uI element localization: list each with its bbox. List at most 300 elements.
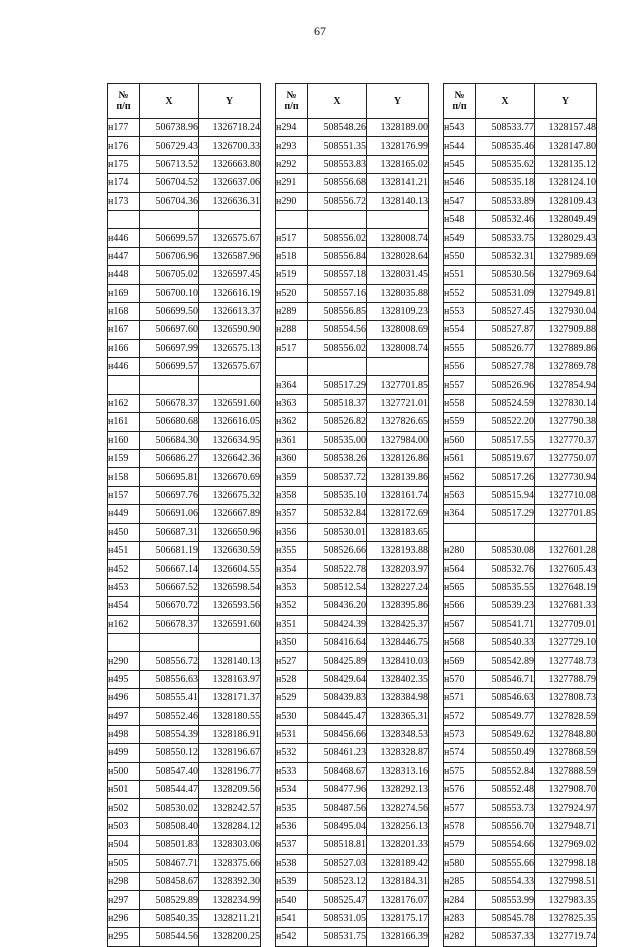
point-number-cell: н571 xyxy=(444,689,476,707)
x-coordinate-cell: 508425.89 xyxy=(308,652,367,670)
table-row xyxy=(276,836,429,854)
header-number: № п/п xyxy=(444,84,476,119)
table-row xyxy=(444,413,597,431)
table-row xyxy=(444,633,597,651)
y-coordinate-cell: 1327825.35 xyxy=(535,909,597,927)
table-row xyxy=(276,413,429,431)
x-coordinate-cell: 508537.72 xyxy=(308,468,367,486)
y-coordinate-cell: 1328176.07 xyxy=(367,891,429,909)
y-coordinate-cell: 1327983.35 xyxy=(535,891,597,909)
x-coordinate-cell: 508555.66 xyxy=(476,854,535,872)
point-number-cell: н451 xyxy=(108,541,140,559)
point-number-cell: н157 xyxy=(108,486,140,504)
y-coordinate-cell: 1328292.13 xyxy=(367,781,429,799)
y-coordinate-cell: 1328171.37 xyxy=(199,689,261,707)
table-row xyxy=(108,762,261,780)
y-coordinate-cell: 1327854.94 xyxy=(535,376,597,394)
y-coordinate-cell: 1327924.97 xyxy=(535,799,597,817)
y-coordinate-cell: 1327830.14 xyxy=(535,394,597,412)
table-row xyxy=(276,468,429,486)
y-coordinate-cell: 1327710.08 xyxy=(535,486,597,504)
x-coordinate-cell: 508532.84 xyxy=(308,505,367,523)
point-number-cell: н285 xyxy=(444,873,476,891)
y-coordinate-cell: 1328392.30 xyxy=(199,873,261,891)
x-coordinate-cell: 506705.02 xyxy=(140,266,199,284)
y-coordinate-cell: 1328163.97 xyxy=(199,670,261,688)
header-y: Y xyxy=(535,84,597,119)
table-row xyxy=(276,854,429,872)
table-row xyxy=(444,762,597,780)
table-row xyxy=(108,339,261,357)
point-number-cell: н566 xyxy=(444,597,476,615)
x-coordinate-cell: 508526.82 xyxy=(308,413,367,431)
point-number-cell: н351 xyxy=(276,615,308,633)
table-row xyxy=(108,836,261,854)
x-coordinate-cell: 508557.16 xyxy=(308,284,367,302)
x-coordinate-cell: 508458.67 xyxy=(140,873,199,891)
point-number-cell: н298 xyxy=(108,873,140,891)
header-y: Y xyxy=(199,84,261,119)
y-coordinate-cell: 1328196.67 xyxy=(199,744,261,762)
point-number-cell: н173 xyxy=(108,192,140,210)
table-row xyxy=(444,119,597,137)
x-coordinate-cell: 506667.52 xyxy=(140,578,199,596)
table-row-empty xyxy=(108,376,261,394)
y-coordinate-cell: 1326636.31 xyxy=(199,192,261,210)
table-row xyxy=(108,413,261,431)
point-number-cell: н533 xyxy=(276,762,308,780)
y-coordinate-cell: 1328365.31 xyxy=(367,707,429,725)
y-coordinate-cell: 1327750.07 xyxy=(535,450,597,468)
point-number-cell: н359 xyxy=(276,468,308,486)
table-row xyxy=(444,174,597,192)
y-coordinate-cell: 1326637.06 xyxy=(199,174,261,192)
y-coordinate-cell xyxy=(367,210,429,228)
table-row xyxy=(444,909,597,927)
y-coordinate-cell: 1327729.10 xyxy=(535,633,597,651)
point-number-cell: н363 xyxy=(276,394,308,412)
x-coordinate-cell: 508526.96 xyxy=(476,376,535,394)
point-number-cell: н352 xyxy=(276,597,308,615)
table-row xyxy=(108,909,261,927)
table-row xyxy=(108,707,261,725)
point-number-cell: н176 xyxy=(108,137,140,155)
point-number-cell: н547 xyxy=(444,192,476,210)
point-number-cell: н534 xyxy=(276,781,308,799)
x-coordinate-cell: 508532.46 xyxy=(476,210,535,228)
y-coordinate-cell: 1328274.56 xyxy=(367,799,429,817)
table-row xyxy=(444,376,597,394)
x-coordinate-cell: 506704.52 xyxy=(140,174,199,192)
x-coordinate-cell: 508533.77 xyxy=(476,119,535,137)
table-row xyxy=(444,854,597,872)
y-coordinate-cell: 1326597.45 xyxy=(199,266,261,284)
x-coordinate-cell: 508549.62 xyxy=(476,725,535,743)
table-row xyxy=(444,615,597,633)
x-coordinate-cell: 508556.72 xyxy=(140,652,199,670)
y-coordinate-cell: 1328313.16 xyxy=(367,762,429,780)
table-row xyxy=(108,652,261,670)
y-coordinate-cell: 1327828.59 xyxy=(535,707,597,725)
point-number-cell: н572 xyxy=(444,707,476,725)
x-coordinate-cell: 508540.33 xyxy=(476,633,535,651)
point-number-cell: н528 xyxy=(276,670,308,688)
point-number-cell: н364 xyxy=(276,376,308,394)
table-row xyxy=(276,597,429,615)
x-coordinate-cell: 508522.20 xyxy=(476,413,535,431)
x-coordinate-cell: 508556.84 xyxy=(308,247,367,265)
point-number-cell: н538 xyxy=(276,854,308,872)
point-number-cell: н290 xyxy=(276,192,308,210)
table-row xyxy=(276,541,429,559)
y-coordinate-cell: 1327908.70 xyxy=(535,781,597,799)
table-row-empty xyxy=(444,523,597,541)
x-coordinate-cell: 508555.41 xyxy=(140,689,199,707)
table-row xyxy=(444,486,597,504)
x-coordinate-cell: 508535.18 xyxy=(476,174,535,192)
point-number-cell: н542 xyxy=(276,928,308,946)
point-number-cell: н578 xyxy=(444,817,476,835)
point-number-cell: н537 xyxy=(276,836,308,854)
x-coordinate-cell: 508429.64 xyxy=(308,670,367,688)
y-coordinate-cell: 1326667.89 xyxy=(199,505,261,523)
y-coordinate-cell: 1328176.99 xyxy=(367,137,429,155)
y-coordinate-cell: 1328200.25 xyxy=(199,928,261,946)
x-coordinate-cell: 508527.03 xyxy=(308,854,367,872)
x-coordinate-cell: 508539.23 xyxy=(476,597,535,615)
x-coordinate-cell: 506704.36 xyxy=(140,192,199,210)
point-number-cell: н294 xyxy=(276,119,308,137)
point-number-cell: н168 xyxy=(108,302,140,320)
x-coordinate-cell: 508553.83 xyxy=(308,155,367,173)
y-coordinate-cell: 1326598.54 xyxy=(199,578,261,596)
x-coordinate-cell: 508530.08 xyxy=(476,541,535,559)
table-row xyxy=(276,928,429,946)
table-row xyxy=(444,450,597,468)
x-coordinate-cell: 508549.77 xyxy=(476,707,535,725)
y-coordinate-cell: 1327889.86 xyxy=(535,339,597,357)
table-row xyxy=(108,799,261,817)
x-coordinate-cell xyxy=(140,633,199,651)
table-row xyxy=(276,155,429,173)
y-coordinate-cell: 1328109.43 xyxy=(535,192,597,210)
x-coordinate-cell: 508556.70 xyxy=(476,817,535,835)
y-coordinate-cell: 1328184.31 xyxy=(367,873,429,891)
point-number-cell xyxy=(108,376,140,394)
y-coordinate-cell: 1327770.37 xyxy=(535,431,597,449)
x-coordinate-cell: 508519.67 xyxy=(476,450,535,468)
x-coordinate-cell: 508533.89 xyxy=(476,192,535,210)
point-number-cell: н555 xyxy=(444,339,476,357)
point-number-cell: н573 xyxy=(444,725,476,743)
point-number-cell: н446 xyxy=(108,358,140,376)
x-coordinate-cell: 508445.47 xyxy=(308,707,367,725)
y-coordinate-cell: 1328029.43 xyxy=(535,229,597,247)
y-coordinate-cell: 1326575.67 xyxy=(199,229,261,247)
point-number-cell: н559 xyxy=(444,413,476,431)
header-x: X xyxy=(476,84,535,119)
table-row xyxy=(444,799,597,817)
table-row xyxy=(444,321,597,339)
x-coordinate-cell: 506697.60 xyxy=(140,321,199,339)
y-coordinate-cell: 1328193.88 xyxy=(367,541,429,559)
point-number-cell: н162 xyxy=(108,394,140,412)
table-row xyxy=(108,137,261,155)
table-row xyxy=(444,505,597,523)
x-coordinate-cell: 506699.57 xyxy=(140,229,199,247)
x-coordinate-cell: 508424.39 xyxy=(308,615,367,633)
table-row xyxy=(108,358,261,376)
x-coordinate-cell xyxy=(140,376,199,394)
x-coordinate-cell: 508556.02 xyxy=(308,339,367,357)
y-coordinate-cell: 1327888.59 xyxy=(535,762,597,780)
x-coordinate-cell: 508557.18 xyxy=(308,266,367,284)
table-row xyxy=(444,725,597,743)
point-number-cell: н498 xyxy=(108,725,140,743)
table-row xyxy=(444,468,597,486)
point-number-cell: н167 xyxy=(108,321,140,339)
table-row xyxy=(276,578,429,596)
table-row xyxy=(444,137,597,155)
point-number-cell: н546 xyxy=(444,174,476,192)
x-coordinate-cell: 508552.46 xyxy=(140,707,199,725)
header-number: № п/п xyxy=(276,84,308,119)
x-coordinate-cell: 506670.72 xyxy=(140,597,199,615)
y-coordinate-cell: 1327984.00 xyxy=(367,431,429,449)
x-coordinate-cell: 508541.71 xyxy=(476,615,535,633)
y-coordinate-cell: 1328203.97 xyxy=(367,560,429,578)
table-row xyxy=(276,873,429,891)
x-coordinate-cell: 508518.37 xyxy=(308,394,367,412)
x-coordinate-cell: 508517.55 xyxy=(476,431,535,449)
table-row xyxy=(444,155,597,173)
x-coordinate-cell: 508531.09 xyxy=(476,284,535,302)
point-number-cell: н517 xyxy=(276,229,308,247)
table-row-empty xyxy=(108,633,261,651)
table-row xyxy=(108,725,261,743)
point-number-cell: н569 xyxy=(444,652,476,670)
y-coordinate-cell xyxy=(535,523,597,541)
x-coordinate-cell: 506699.50 xyxy=(140,302,199,320)
table-row xyxy=(108,670,261,688)
y-coordinate-cell: 1328234.99 xyxy=(199,891,261,909)
table-row xyxy=(108,284,261,302)
y-coordinate-cell: 1326575.13 xyxy=(199,339,261,357)
table-row-empty xyxy=(276,210,429,228)
y-coordinate-cell: 1328384.98 xyxy=(367,689,429,707)
point-number-cell: н567 xyxy=(444,615,476,633)
y-coordinate-cell: 1328402.35 xyxy=(367,670,429,688)
x-coordinate-cell: 508553.99 xyxy=(476,891,535,909)
y-coordinate-cell: 1326634.95 xyxy=(199,431,261,449)
table-row xyxy=(108,394,261,412)
y-coordinate-cell: 1328348.53 xyxy=(367,725,429,743)
y-coordinate-cell: 1328328.87 xyxy=(367,744,429,762)
table-row xyxy=(276,450,429,468)
table-row xyxy=(276,394,429,412)
point-number-cell: н280 xyxy=(444,541,476,559)
table-row xyxy=(276,781,429,799)
point-number-cell: н356 xyxy=(276,523,308,541)
x-coordinate-cell: 508527.87 xyxy=(476,321,535,339)
x-coordinate-cell: 508540.35 xyxy=(140,909,199,927)
table-row xyxy=(276,909,429,927)
point-number-cell: н161 xyxy=(108,413,140,431)
x-coordinate-cell: 508544.47 xyxy=(140,781,199,799)
y-coordinate-cell xyxy=(199,633,261,651)
table-row xyxy=(108,468,261,486)
y-coordinate-cell: 1328109.23 xyxy=(367,302,429,320)
y-coordinate-cell: 1328135.12 xyxy=(535,155,597,173)
y-coordinate-cell: 1327949.81 xyxy=(535,284,597,302)
x-coordinate-cell: 506691.06 xyxy=(140,505,199,523)
point-number-cell: н551 xyxy=(444,266,476,284)
x-coordinate-cell: 508551.35 xyxy=(308,137,367,155)
x-coordinate-cell: 508524.59 xyxy=(476,394,535,412)
point-number-cell xyxy=(276,358,308,376)
y-coordinate-cell: 1327948.71 xyxy=(535,817,597,835)
y-coordinate-cell: 1326590.90 xyxy=(199,321,261,339)
point-number-cell: н290 xyxy=(108,652,140,670)
x-coordinate-cell: 508523.12 xyxy=(308,873,367,891)
x-coordinate-cell: 508552.48 xyxy=(476,781,535,799)
y-coordinate-cell: 1328284.12 xyxy=(199,817,261,835)
point-number-cell: н174 xyxy=(108,174,140,192)
y-coordinate-cell: 1328209.56 xyxy=(199,781,261,799)
table-row xyxy=(276,523,429,541)
point-number-cell: н283 xyxy=(444,909,476,927)
x-coordinate-cell: 508508.40 xyxy=(140,817,199,835)
x-coordinate-cell: 506681.19 xyxy=(140,541,199,559)
x-coordinate-cell: 506738.96 xyxy=(140,119,199,137)
y-coordinate-cell: 1326670.69 xyxy=(199,468,261,486)
point-number-cell: н357 xyxy=(276,505,308,523)
table-row xyxy=(108,873,261,891)
y-coordinate-cell: 1328124.10 xyxy=(535,174,597,192)
header-x: X xyxy=(140,84,199,119)
y-coordinate-cell: 1326613.37 xyxy=(199,302,261,320)
point-number-cell: н350 xyxy=(276,633,308,651)
y-coordinate-cell: 1328140.13 xyxy=(199,652,261,670)
x-coordinate-cell: 508542.89 xyxy=(476,652,535,670)
table-row xyxy=(444,266,597,284)
table-row xyxy=(276,137,429,155)
y-coordinate-cell: 1328189.00 xyxy=(367,119,429,137)
table-row xyxy=(276,284,429,302)
y-coordinate-cell: 1327719.74 xyxy=(535,928,597,946)
x-coordinate-cell: 508535.00 xyxy=(308,431,367,449)
y-coordinate-cell: 1328186.91 xyxy=(199,725,261,743)
table-row xyxy=(108,192,261,210)
y-coordinate-cell: 1328147.80 xyxy=(535,137,597,155)
x-coordinate-cell: 508517.29 xyxy=(308,376,367,394)
x-coordinate-cell: 508531.05 xyxy=(308,909,367,927)
table-row xyxy=(108,928,261,946)
table-row xyxy=(108,486,261,504)
point-number-cell: н576 xyxy=(444,781,476,799)
table-row xyxy=(108,689,261,707)
table-row xyxy=(444,302,597,320)
table-row xyxy=(108,891,261,909)
y-coordinate-cell: 1328201.33 xyxy=(367,836,429,854)
y-coordinate-cell: 1327730.94 xyxy=(535,468,597,486)
y-coordinate-cell: 1327969.02 xyxy=(535,836,597,854)
point-number-cell: н553 xyxy=(444,302,476,320)
y-coordinate-cell: 1328008.74 xyxy=(367,339,429,357)
point-number-cell: н575 xyxy=(444,762,476,780)
y-coordinate-cell: 1327998.51 xyxy=(535,873,597,891)
y-coordinate-cell: 1327605.43 xyxy=(535,560,597,578)
table-row xyxy=(276,891,429,909)
y-coordinate-cell: 1327989.69 xyxy=(535,247,597,265)
y-coordinate-cell: 1328165.02 xyxy=(367,155,429,173)
table-row xyxy=(444,836,597,854)
table-row xyxy=(444,358,597,376)
point-number-cell: н361 xyxy=(276,431,308,449)
y-coordinate-cell xyxy=(199,376,261,394)
y-coordinate-cell: 1328008.74 xyxy=(367,229,429,247)
y-coordinate-cell: 1328410.03 xyxy=(367,652,429,670)
point-number-cell: н166 xyxy=(108,339,140,357)
point-number-cell: н545 xyxy=(444,155,476,173)
y-coordinate-cell: 1328140.13 xyxy=(367,192,429,210)
point-number-cell: н158 xyxy=(108,468,140,486)
point-number-cell: н284 xyxy=(444,891,476,909)
x-coordinate-cell: 508553.73 xyxy=(476,799,535,817)
table-row xyxy=(444,707,597,725)
point-number-cell: н355 xyxy=(276,541,308,559)
table-row xyxy=(108,541,261,559)
table-row xyxy=(276,247,429,265)
point-number-cell: н354 xyxy=(276,560,308,578)
table-row xyxy=(444,431,597,449)
point-number-cell: н574 xyxy=(444,744,476,762)
y-coordinate-cell: 1327998.18 xyxy=(535,854,597,872)
table-row xyxy=(444,394,597,412)
x-coordinate-cell: 508546.71 xyxy=(476,670,535,688)
x-coordinate-cell: 508526.77 xyxy=(476,339,535,357)
point-number-cell: н552 xyxy=(444,284,476,302)
y-coordinate-cell: 1326616.19 xyxy=(199,284,261,302)
point-number-cell: н579 xyxy=(444,836,476,854)
table-row xyxy=(108,781,261,799)
x-coordinate-cell: 508550.49 xyxy=(476,744,535,762)
x-coordinate-cell: 508532.76 xyxy=(476,560,535,578)
y-coordinate-cell: 1328172.69 xyxy=(367,505,429,523)
header-y: Y xyxy=(367,84,429,119)
table-row xyxy=(444,541,597,559)
x-coordinate-cell: 508436.20 xyxy=(308,597,367,615)
x-coordinate-cell xyxy=(308,210,367,228)
y-coordinate-cell: 1328303.06 xyxy=(199,836,261,854)
table-row xyxy=(108,431,261,449)
y-coordinate-cell: 1327788.79 xyxy=(535,670,597,688)
x-coordinate-cell: 508532.31 xyxy=(476,247,535,265)
x-coordinate-cell: 508467.71 xyxy=(140,854,199,872)
point-number-cell: н160 xyxy=(108,431,140,449)
table-row xyxy=(276,431,429,449)
y-coordinate-cell: 1326663.80 xyxy=(199,155,261,173)
x-coordinate-cell: 506687.31 xyxy=(140,523,199,541)
table-row xyxy=(444,817,597,835)
table-row xyxy=(276,799,429,817)
y-coordinate-cell: 1328049.49 xyxy=(535,210,597,228)
y-coordinate-cell: 1327868.59 xyxy=(535,744,597,762)
table-row xyxy=(108,266,261,284)
point-number-cell: н580 xyxy=(444,854,476,872)
x-coordinate-cell: 508554.33 xyxy=(476,873,535,891)
x-coordinate-cell: 506695.81 xyxy=(140,468,199,486)
